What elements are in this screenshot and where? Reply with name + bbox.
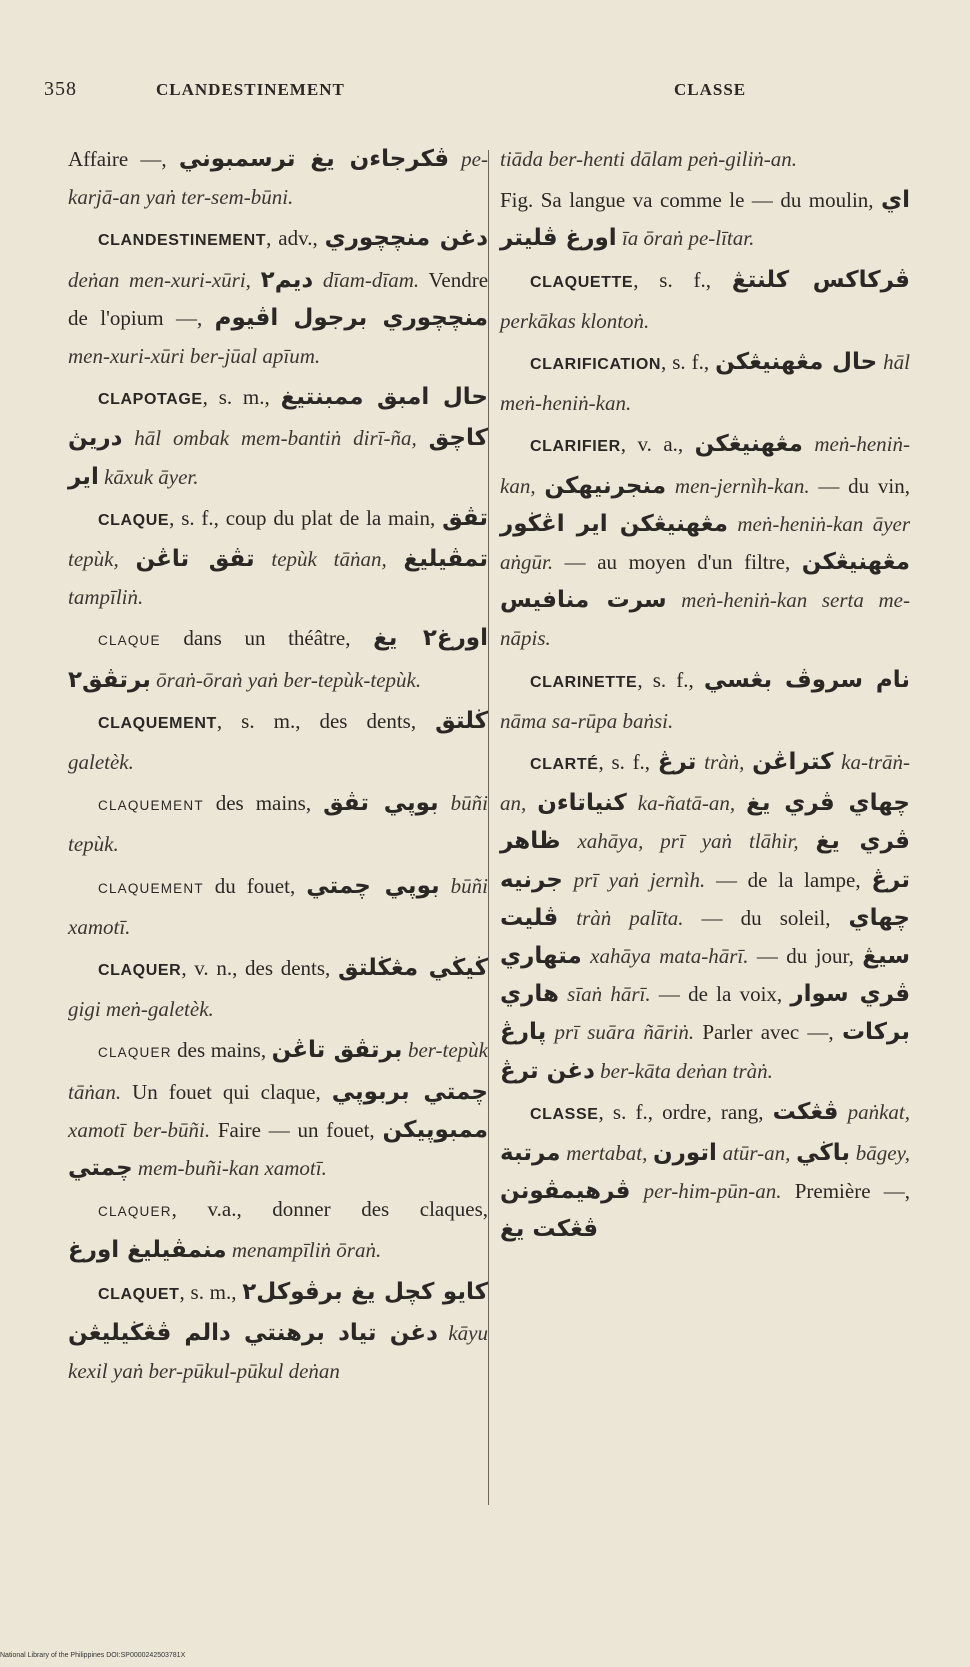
jawi-script: دغن منچچوري [324, 225, 488, 252]
jawi-script: ڤڠكت [772, 1098, 839, 1125]
jawi-script: اتورن [653, 1140, 717, 1167]
jawi-script: تڤق تاڠن [135, 546, 255, 573]
headword: CLARTÉ [530, 756, 599, 774]
transliteration: perkākas klontoṅ. [500, 308, 650, 333]
jawi-script: كاچق اير [68, 425, 488, 490]
headword: CLAQUET [98, 1285, 180, 1303]
transliteration: gigi meṅ-galetèk. [68, 997, 214, 1022]
jawi-script: ڤري يغ جرنيه [500, 828, 910, 893]
jawi-script: ڤري سوار ڽارڠ [500, 981, 911, 1046]
definition-text: — de la lampe, [705, 867, 872, 892]
transliteration: men-xuri-xūri ber-jūal apīum. [68, 344, 321, 369]
transliteration: meṅ-heniṅ-kan āyer aṅgūr. [500, 511, 911, 575]
jawi-script: ڤرهيمڤونن [500, 1178, 631, 1205]
dictionary-entry [500, 140, 910, 178]
jawi-script: منجرنيهكن [544, 472, 667, 499]
jawi-script: ڬيڬي مڠڬلتق [338, 955, 488, 982]
transliteration: būñi xamotī. [68, 873, 488, 939]
definition-text: — au moyen d'un filtre, [553, 550, 802, 575]
transliteration: atūr-an, [716, 1141, 797, 1166]
dictionary-entry [500, 261, 910, 340]
dictionary-entry [68, 219, 488, 375]
jawi-script: منچچوري برجول اڤيوم [214, 304, 489, 331]
jawi-script: مڠهنيڠكن سرت منافيس [500, 549, 910, 614]
jawi-script: اي اورغ ڤليتر [500, 187, 910, 252]
transliteration: sīaṅ hārī. [558, 982, 651, 1007]
definition-text: , adv., [266, 226, 325, 251]
transliteration: prī suāra ñāriṅ. [546, 1020, 695, 1045]
definition-text: des mains, [171, 1038, 272, 1063]
definition-text: Affaire —, [68, 147, 179, 171]
definition-text: , s. f., coup du plat de la main, [169, 505, 443, 530]
dictionary-entry [68, 702, 488, 781]
dictionary-entry [500, 743, 910, 1090]
definition-text: , s. f., [598, 750, 658, 775]
definition-text: Un fouet qui claque, [121, 1079, 332, 1104]
scan-footer: National Library of the Philippines DOI:SP0000242503781X [0, 1652, 186, 1659]
definition-text: — du soleil, [683, 905, 849, 930]
transliteration: paṅkat, [838, 1099, 910, 1124]
running-header [44, 78, 930, 110]
headword: CLANDESTINEMENT [98, 232, 267, 250]
transliteration: būñi tepùk. [68, 791, 488, 857]
transliteration: ber-kāta deṅan tràṅ. [594, 1058, 773, 1083]
dictionary-entry [68, 867, 488, 946]
jawi-script: بوڽي تڤق [323, 790, 439, 817]
jawi-script: حال مڠهنيڠكن [715, 349, 878, 376]
jawi-script: اورغ٢ يغ برتڤق٢ [68, 625, 488, 693]
jawi-script: ترڠ ڤليت [500, 866, 910, 931]
transliteration: ka-ñatā-an, [626, 791, 747, 816]
definition-text: , v. n., des dents, [181, 956, 339, 981]
jawi-script: بوڽي چمتي [306, 872, 440, 899]
definition-text: — du jour, [748, 944, 863, 969]
transliteration: meṅ-heniṅ-kan, [500, 432, 910, 498]
jawi-script: چهاي ڤري يغ ظاهر [500, 790, 910, 855]
definition-text: , s. f., [661, 350, 716, 375]
headword: CLASSE [530, 1105, 599, 1123]
transliteration: tampīliṅ. [68, 585, 144, 610]
jawi-script: كنياتاءن [537, 790, 627, 817]
headword: CLAQUETTE [530, 273, 634, 291]
sub-headword: CLAQUEMENT [98, 798, 204, 814]
dictionary-entry [68, 949, 488, 1028]
definition-text: Parler avec —, [694, 1020, 842, 1045]
transliteration: ōraṅ-ōraṅ yaṅ ber-tepùk-tepùk. [150, 667, 422, 692]
jawi-script: منمڤيليغ اورغ [68, 1237, 227, 1264]
sub-headword: CLAQUER [98, 1045, 172, 1061]
jawi-script: باڬي [796, 1140, 851, 1167]
jawi-script: ديم٢ [260, 266, 314, 293]
transliteration: per-him-pūn-an. [630, 1179, 782, 1204]
dictionary-entry [68, 784, 488, 863]
headword: CLAQUEMENT [98, 714, 217, 732]
definition-text: Première —, [781, 1179, 910, 1204]
jawi-script: سيڠ هاري [500, 943, 910, 1008]
sub-headword: CLAQUEMENT [98, 880, 204, 896]
jawi-script: نام سروڤ بڠسي [703, 666, 910, 693]
transliteration: kāyu kexil yaṅ ber-pūkul-pūkul deṅan [68, 1320, 488, 1384]
jawi-script: چمتي بربوڽي [331, 1078, 488, 1105]
dictionary-entry [68, 619, 488, 698]
transliteration: nāma sa-rūpa baṅsi. [500, 708, 674, 733]
jawi-script: تڤق [442, 504, 488, 531]
dictionary-entry [500, 425, 910, 657]
transliteration: xahāya, prī yaṅ tlāhir, [560, 829, 816, 854]
jawi-script: ڤڠكت يغ [500, 1216, 599, 1243]
transliteration: menampīliṅ ōraṅ. [226, 1238, 382, 1263]
definition-text: , v.a., donner des claques, [171, 1197, 488, 1222]
jawi-script: حال امبق ممبنتيغ دريڽ [68, 384, 488, 452]
definition-text: , s. m., des dents, [216, 708, 436, 733]
definition-text: du fouet, [203, 873, 307, 898]
jawi-script: كايو كچل يغ برڤوكل٢ دغن تياد برهنتي دالم ڤڠڬيليڠن [68, 1278, 488, 1346]
right-running-head: CLASSE [674, 80, 747, 99]
transliteration: xamotī ber-būñi. [68, 1117, 211, 1142]
definition-text: , s. m., [179, 1279, 243, 1304]
jawi-script: ڬلتق [435, 707, 488, 734]
jawi-script: تمڤيليغ [403, 546, 488, 573]
transliteration: tepùk tāṅan, [254, 547, 404, 572]
transliteration: bāgey, [850, 1141, 910, 1166]
jawi-script: ترڠ [657, 749, 697, 776]
headword: CLAQUE [98, 511, 170, 529]
transliteration: mem-buñi-kan xamotī. [132, 1156, 327, 1181]
left-column [68, 140, 488, 1393]
transliteration: īa ōraṅ pe-lītar. [616, 226, 755, 251]
jawi-script: مڠهنيڠكن [694, 431, 803, 458]
jawi-script: چهاي متهاري [500, 904, 911, 970]
headword: CLAQUER [98, 962, 182, 980]
transliteration: tràṅ, [696, 750, 753, 775]
definition-text: , s. m., [202, 385, 281, 410]
jawi-script: ڤركاكس كلنتڠ [731, 266, 910, 293]
transliteration: mertabat, [560, 1141, 654, 1166]
definition-text: , s. f., ordre, rang, [598, 1099, 773, 1124]
transliteration: prī yaṅ jernìh. [562, 867, 706, 892]
sub-headword: CLAQUE [98, 633, 161, 649]
dictionary-entry [68, 140, 488, 216]
definition-text: Faire — un fouet, [210, 1117, 383, 1142]
definition-text: , v. a., [620, 432, 695, 457]
transliteration: tràṅ palīta. [558, 905, 684, 930]
dictionary-entry [68, 378, 488, 496]
jawi-script: ممبوڽيكن چمتي [68, 1116, 489, 1182]
column-divider [488, 150, 489, 1505]
definition-text: dans un théâtre, [160, 626, 374, 651]
transliteration: men-jernìh-kan. [666, 473, 810, 498]
dictionary-entry [68, 1031, 488, 1187]
definition-text: Vendre de l'opium —, [68, 267, 489, 330]
definition-text: , s. f., [633, 267, 732, 292]
dictionary-entry [500, 343, 910, 422]
definition-text: Fig. Sa langue va comme le — du moulin, [500, 188, 882, 213]
headword: CLARINETTE [530, 673, 638, 691]
jawi-script: كتراڠن [752, 749, 834, 776]
jawi-script: ڤكرجاءن يغ ترسمبوني [178, 146, 450, 172]
transliteration: hāl meṅ-heniṅ-kan. [500, 350, 910, 416]
jawi-script: بركات دغن ترڠ [500, 1019, 911, 1084]
definition-text: — du vin, [809, 473, 910, 498]
jawi-script: مڠهنيڠكن اير اڠڬور [500, 510, 728, 537]
transliteration: hāl ombak mem-bantiṅ dirī-ña, [122, 426, 429, 451]
transliteration: dīam-dīam. [313, 267, 420, 292]
definition-text: — de la voix, [650, 982, 791, 1007]
sub-headword: CLAQUER [98, 1204, 172, 1220]
transliteration: kāxuk āyer. [98, 464, 199, 489]
headword: CLAPOTAGE [98, 391, 203, 409]
headword: CLARIFICATION [530, 356, 662, 374]
definition-text: , s. f., [637, 667, 704, 692]
dictionary-entry [500, 1093, 910, 1249]
headword: CLARIFIER [530, 438, 621, 456]
transliteration: deṅan men-xuri-xūri, [68, 267, 261, 292]
right-column [500, 140, 910, 1252]
dictionary-entry [68, 1273, 488, 1391]
dictionary-entry [500, 181, 910, 257]
page-number: 358 [44, 78, 77, 100]
left-running-head: CLANDESTINEMENT [156, 80, 345, 99]
transliteration: ber-tepùk tāṅan. [68, 1038, 489, 1104]
transliteration: meṅ-heniṅ-kan serta me-nāpis. [500, 588, 910, 651]
jawi-script: مرتبة [500, 1140, 561, 1167]
dictionary-entry [500, 661, 910, 740]
dictionary-entry [68, 1190, 488, 1269]
transliteration: tiāda ber-henti dālam peṅ-giliṅ-an. [500, 147, 798, 171]
transliteration: xahāya mata-hārī. [581, 944, 749, 969]
definition-text: des mains, [203, 791, 324, 816]
transliteration: galetèk. [68, 750, 134, 775]
dictionary-entry [68, 499, 488, 617]
transliteration: ka-trāṅ-an, [500, 750, 910, 816]
transliteration: pe-karjā-an yaṅ ter-sem-būni. [68, 147, 488, 210]
transliteration: tepùk, [68, 547, 136, 572]
jawi-script: برتڤق تاڠن [271, 1037, 403, 1064]
